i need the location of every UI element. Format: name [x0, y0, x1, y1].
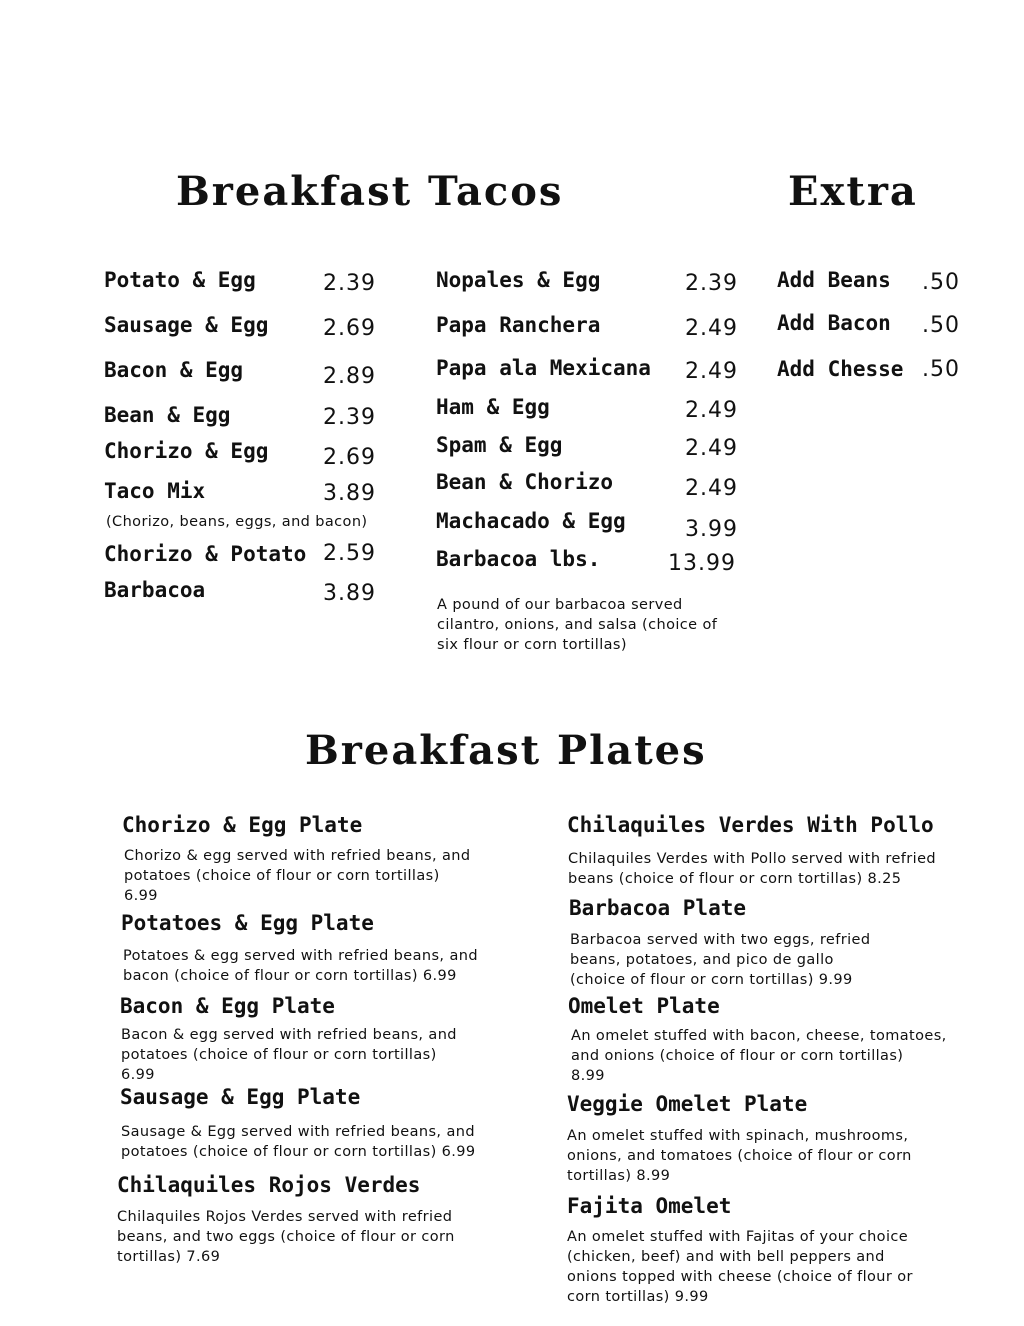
- plate-description: Barbacoa served with two eggs, refried beans, potatoes, and pico de gallo (choice of flour or corn tortillas) 9.99: [570, 932, 871, 988]
- extra-item-name: Add Bacon: [777, 311, 891, 335]
- plate-description: An omelet stuffed with Fajitas of your choice (chicken, beef) and with bell peppers and onions topped with cheese (choice of flour or corn tortillas) 9.99: [567, 1229, 913, 1305]
- menu-item-name: Chorizo & Egg: [104, 439, 269, 463]
- extra-heading: Extra: [788, 168, 918, 215]
- menu-item-price: 2.49: [685, 359, 738, 384]
- plate-description: Chilaquiles Verdes with Pollo served with refried beans (choice of flour or corn tortillas) 8.25: [568, 851, 937, 887]
- menu-item-price: 2.39: [323, 271, 376, 296]
- menu-item-price: 2.49: [685, 398, 738, 423]
- menu-item-name: Bean & Egg: [104, 403, 231, 427]
- menu-item-price: 2.69: [323, 445, 376, 470]
- menu-item-price: 2.59: [323, 541, 376, 566]
- menu-item-name: Nopales & Egg: [436, 268, 601, 292]
- plate-name: Chilaquiles Verdes With Pollo: [567, 813, 934, 837]
- plate-description: Sausage & Egg served with refried beans, and potatoes (choice of flour or corn tortillas) 6.99: [121, 1124, 476, 1160]
- plate-name: Fajita Omelet: [567, 1194, 732, 1218]
- menu-item-name: Papa Ranchera: [436, 313, 601, 337]
- menu-item-name: Spam & Egg: [436, 433, 563, 457]
- menu-item-price: 2.49: [685, 316, 738, 341]
- plate-description: Chorizo & egg served with refried beans, and potatoes (choice of flour or corn tortillas) 6.99: [124, 848, 471, 904]
- menu-item-price: 13.99: [668, 551, 736, 576]
- menu-item-price: 2.69: [323, 316, 376, 341]
- menu-item-price: 3.99: [685, 517, 738, 542]
- menu-item-name: Machacado & Egg: [436, 509, 626, 533]
- extra-item-price: .50: [922, 357, 960, 382]
- menu-item-name: Sausage & Egg: [104, 313, 269, 337]
- plate-description: An omelet stuffed with spinach, mushrooms, onions, and tomatoes (choice of flour or corn tortillas) 8.99: [567, 1128, 912, 1184]
- plate-name: Barbacoa Plate: [569, 896, 747, 920]
- plate-description: Chilaquiles Rojos Verdes served with refried beans, and two eggs (choice of flour or corn tortillas) 7.69: [117, 1209, 455, 1265]
- plate-name: Sausage & Egg Plate: [120, 1085, 361, 1109]
- menu-item-name: Ham & Egg: [436, 395, 550, 419]
- plate-name: Chorizo & Egg Plate: [122, 813, 363, 837]
- plate-name: Veggie Omelet Plate: [567, 1092, 808, 1116]
- extra-item-name: Add Chesse: [777, 357, 904, 381]
- menu-item-price: 2.49: [685, 436, 738, 461]
- menu-item-name: Papa ala Mexicana: [436, 356, 651, 380]
- plate-description: Bacon & egg served with refried beans, and potatoes (choice of flour or corn tortillas) 6.99: [121, 1027, 457, 1083]
- menu-item-price: 2.89: [323, 364, 376, 389]
- breakfast-tacos-heading: Breakfast Tacos: [176, 168, 564, 215]
- plate-name: Potatoes & Egg Plate: [121, 911, 374, 935]
- plate-name: Bacon & Egg Plate: [120, 994, 335, 1018]
- barbacoa-lbs-note: A pound of our barbacoa served cilantro, onions, and salsa (choice of six flour or corn tortillas): [437, 597, 718, 653]
- menu-item-name: Bean & Chorizo: [436, 470, 614, 494]
- menu-item-name: Barbacoa: [104, 578, 206, 602]
- plate-name: Chilaquiles Rojos Verdes: [117, 1173, 421, 1197]
- menu-item-price: 2.39: [685, 271, 738, 296]
- menu-item-name: Chorizo & Potato: [104, 542, 307, 566]
- plate-name: Omelet Plate: [568, 994, 720, 1018]
- menu-item-price: 2.39: [323, 405, 376, 430]
- taco-mix-note: (Chorizo, beans, eggs, and bacon): [106, 514, 368, 530]
- menu-item-price: 2.49: [685, 476, 738, 501]
- menu-item-name: Bacon & Egg: [104, 358, 244, 382]
- extra-item-price: .50: [922, 313, 960, 338]
- extra-item-price: .50: [922, 270, 960, 295]
- extra-item-name: Add Beans: [777, 268, 891, 292]
- menu-item-price: 3.89: [323, 481, 376, 506]
- plate-description: An omelet stuffed with bacon, cheese, tomatoes, and onions (choice of flour or corn tortillas) 8.99: [571, 1028, 947, 1084]
- plate-description: Potatoes & egg served with refried beans, and bacon (choice of flour or corn tortillas) 6.99: [123, 948, 478, 984]
- menu-item-name: Potato & Egg: [104, 268, 256, 292]
- menu-item-name: Taco Mix: [104, 479, 206, 503]
- breakfast-plates-heading: Breakfast Plates: [305, 727, 707, 774]
- menu-item-name: Barbacoa lbs.: [436, 547, 601, 571]
- menu-item-price: 3.89: [323, 581, 376, 606]
